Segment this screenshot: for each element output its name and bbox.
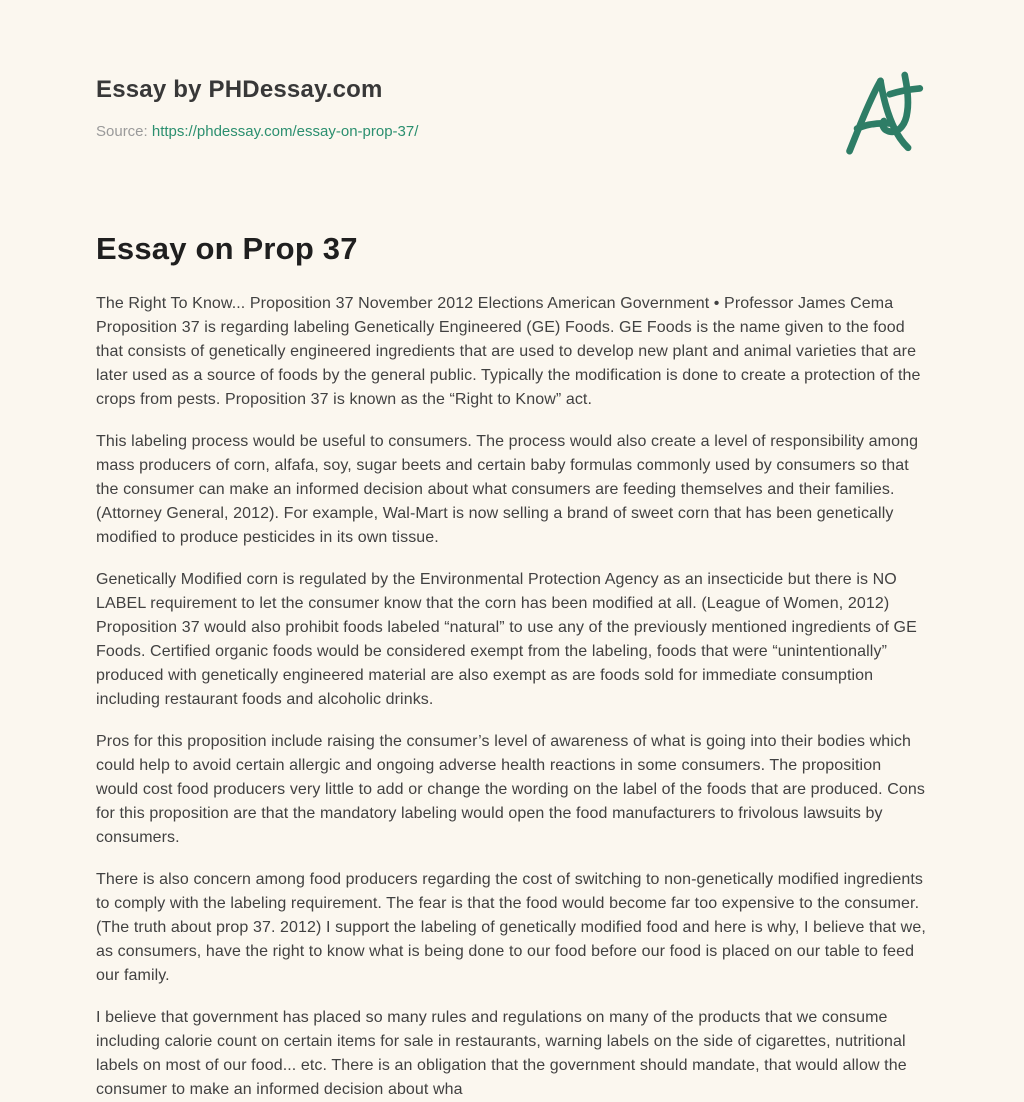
essay-paragraph: The Right To Know... Proposition 37 November 2012 Elections American Government • Professor James Cema Proposition 37 is regarding labeling Genetically Engineered (GE) Foods. GE Foods is the name given to the food that consists of genetically engineered ingredients that are used to develop new plant and animal varieties that are later used as a source of foods by the general public. Typically the modification is done to create a protection of the crops from pests. Proposition 37 is known as the “Right to Know” act. [96, 295, 921, 408]
source-label: Source: [96, 123, 148, 140]
essay-paragraph: This labeling process would be useful to consumers. The process would also create a level of responsibility among mass producers of corn, alfafa, soy, sugar beets and certain baby formulas commonly used by consumers so that the consumer can make an informed decision about what consumers are feeding themselves and their families. (Attorney General, 2012). For example, Wal-Mart is now selling a brand of sweet corn that has been genetically modified to produce pesticides in its own tissue. [96, 433, 919, 546]
essay-body [96, 292, 928, 1102]
a-plus-logo-icon [838, 70, 928, 162]
source-link[interactable]: https://phdessay.com/essay-on-prop-37/ [151, 123, 419, 140]
page-header [96, 76, 928, 164]
source-line [96, 123, 418, 141]
essay-paragraph: Genetically Modified corn is regulated by the Environmental Protection Agency as an insecticide but there is NO LABEL requirement to let the consumer know that the corn has been modified at all. (League of Women, 2012) Proposition 37 would also prohibit foods labeled “natural” to use any of the previously mentioned ingredients of GE Foods. Certified organic foods would be considered exempt from the labeling, foods that were “unintentionally” produced with genetically engineered material are also exempt as are foods sold for immediate consumption including restaurant foods and alcoholic drinks. [96, 571, 917, 708]
essay-paragraph: I believe that government has placed so many rules and regulations on many of the products that we consume including calorie count on certain items for sale in restaurants, warning labels on the side of cigarettes, nutritional labels on most of our food... etc. There is an obligation that the government should mandate, that would allow the consumer to make an informed decision about wha [96, 1009, 907, 1098]
header-text-block [96, 76, 418, 141]
essay-paragraph: Pros for this proposition include raising the consumer’s level of awareness of what is going into their bodies which could help to avoid certain allergic and ongoing adverse health reactions in some consumers. The proposition would cost food producers very little to add or change the wording on the label of the foods that are produced. Cons for this proposition are that the mandatory labeling would open the food manufacturers to frivolous lawsuits by consumers. [96, 733, 925, 846]
essay-content [96, 230, 928, 1102]
site-title: Essay by PHDessay.com [96, 76, 383, 103]
essay-title: Essay on Prop 37 [96, 231, 358, 266]
essay-paragraph: There is also concern among food producers regarding the cost of switching to non-genetically modified ingredients to comply with the labeling requirement. The fear is that the food would become far too expensive to the consumer. (The truth about prop 37. 2012) I support the labeling of genetically modified food and here is why, I believe that we, as consumers, have the right to know what is being done to our food before our food is placed on our table to feed our family. [96, 871, 926, 984]
